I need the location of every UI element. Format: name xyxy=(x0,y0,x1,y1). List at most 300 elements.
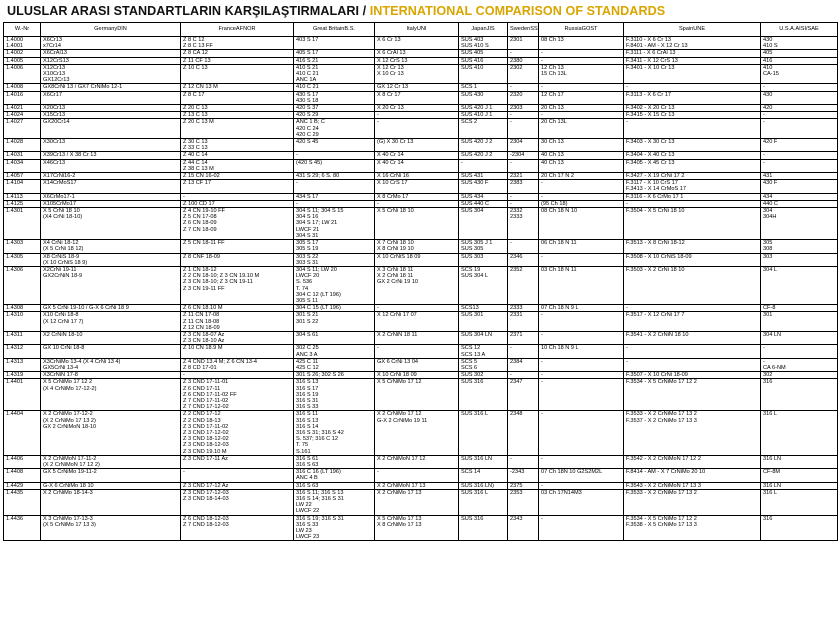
cell-line: X105CrMo17 xyxy=(43,200,76,207)
table-cell xyxy=(539,253,624,266)
cell-line: 1.4027 xyxy=(6,119,24,126)
table-cell xyxy=(761,173,838,180)
column-header xyxy=(41,23,181,37)
table-row xyxy=(4,105,838,112)
cell-line: 08 Ch 18 N 10 xyxy=(541,208,578,215)
table-cell xyxy=(181,455,294,468)
table-cell xyxy=(4,91,41,104)
table-cell xyxy=(375,372,459,379)
cell-line: 2352 xyxy=(510,266,523,273)
cell-line: X46Cr13 xyxy=(43,159,66,166)
cell-line: Z 7 CND 17-11-02 xyxy=(183,397,229,404)
cell-line: 1.4306 xyxy=(6,266,24,273)
cell-line: Z 2 CND 17-12 xyxy=(183,411,221,418)
cell-line: 316 S 19; 316 S 31 xyxy=(296,515,344,522)
cell-line: Z 30 C 13 xyxy=(183,139,208,146)
cell-line: F.3503 - X 2 CrNi 18 10 xyxy=(626,266,685,273)
cell-line: 1.4024 xyxy=(6,112,24,119)
cell-line: X6Cr13 xyxy=(43,37,62,43)
table-row xyxy=(4,152,838,159)
cell-line: SUS 405 xyxy=(461,50,484,57)
table-cell xyxy=(181,372,294,379)
cell-line: Z 3 CND 17-11-02 xyxy=(183,423,229,430)
table-cell xyxy=(41,112,181,119)
cell-line: SUS 420 J 2 xyxy=(461,152,493,159)
cell-line: X14CrMoS17 xyxy=(43,180,77,187)
table-cell xyxy=(459,253,508,266)
table-cell xyxy=(4,469,41,482)
table-row xyxy=(4,57,838,64)
cell-line: GX 2 CrNi 19 10 xyxy=(377,279,419,286)
cell-line: 1.4319 xyxy=(6,372,24,379)
cell-line: SUS 430 F xyxy=(461,180,489,187)
table-cell xyxy=(4,312,41,332)
cell-line: 304 S 17; LW 21 xyxy=(296,220,338,227)
table-cell xyxy=(181,37,294,50)
cell-line: - xyxy=(510,50,512,57)
cell-line: 316 xyxy=(763,379,773,386)
cell-line: - xyxy=(183,193,185,200)
cell-line: Z 6 CN 18-09 xyxy=(183,220,217,227)
table-cell xyxy=(181,312,294,332)
table-cell xyxy=(624,208,761,240)
cell-line: F.3401 - X 10 Cr 13 xyxy=(626,64,675,71)
header-std: AISI/SAE xyxy=(795,26,819,33)
cell-line: 07 Ch 18N 10 G2S2M2L xyxy=(541,469,603,476)
table-cell xyxy=(294,180,375,193)
cell-line: X 2 CrNiMoN 17 13 xyxy=(377,482,426,489)
table-cell xyxy=(459,152,508,159)
cell-line: F.8401 - AM - X 12 Cr 13 xyxy=(626,43,688,50)
table-cell xyxy=(294,358,375,371)
table-cell xyxy=(624,455,761,468)
cell-line: Z 3 CN 18-10; Z 3 CN 19-11 xyxy=(183,279,253,286)
table-cell xyxy=(761,379,838,411)
cell-line: X 10 CrNiS 18 09 xyxy=(377,253,421,260)
table-row xyxy=(4,37,838,50)
cell-line: - xyxy=(296,200,298,207)
cell-line: 304 S 16 xyxy=(296,214,319,221)
cell-line: X2 CrNiN 18-10 xyxy=(43,331,83,338)
table-cell xyxy=(41,139,181,152)
table-cell xyxy=(459,372,508,379)
table-cell xyxy=(624,482,761,489)
column-header xyxy=(294,23,375,37)
table-cell xyxy=(624,358,761,371)
cell-line: - xyxy=(510,159,512,166)
cell-line: X30Cr13 xyxy=(43,139,66,146)
cell-line: 1.4006 xyxy=(6,64,24,71)
cell-line: 420 S 37 xyxy=(296,105,319,112)
table-cell xyxy=(459,119,508,139)
table-cell xyxy=(624,50,761,57)
header-country: Spain xyxy=(678,26,694,33)
table-cell xyxy=(4,358,41,371)
cell-line: 03 Ch 18 N 11 xyxy=(541,266,577,273)
cell-line: 2304 xyxy=(510,139,523,146)
table-cell xyxy=(761,91,838,104)
table-cell xyxy=(539,482,624,489)
cell-line: - xyxy=(510,84,512,91)
cell-line: 2303 xyxy=(510,105,523,112)
table-cell xyxy=(539,159,624,172)
cell-line: Z 12 CN 18-09 xyxy=(183,324,220,331)
cell-line: 316 S 19 xyxy=(296,391,319,398)
table-cell xyxy=(459,193,508,200)
cell-line: SUS 304 LN xyxy=(461,331,493,338)
cell-line: - xyxy=(510,345,512,352)
cell-line: - xyxy=(541,358,543,365)
table-cell xyxy=(459,180,508,193)
cell-line: 1.4404 xyxy=(6,411,24,418)
table-cell xyxy=(459,240,508,253)
table-cell xyxy=(761,159,838,172)
cell-line: CF-8 xyxy=(763,305,776,312)
table-cell xyxy=(294,266,375,304)
cell-line: Z 3 CND 17-12 Az xyxy=(183,482,229,489)
cell-line: SUS 316 L xyxy=(461,489,489,496)
cell-line: 316 S 13 xyxy=(296,379,319,386)
cell-line: (X 5 CrNiMo 17 13 3) xyxy=(43,521,96,528)
cell-line: - xyxy=(541,312,543,319)
cell-line: 430 xyxy=(763,37,773,43)
table-cell xyxy=(181,50,294,57)
cell-line: 2347 xyxy=(510,379,523,386)
cell-line: 1.4028 xyxy=(6,139,24,146)
table-cell xyxy=(181,91,294,104)
cell-line: (X 2 CrNiMoN 17 12 2) xyxy=(43,462,100,468)
table-cell xyxy=(4,372,41,379)
cell-line: SUS 301 xyxy=(461,312,484,319)
cell-line: 304 S 61 xyxy=(296,331,319,338)
cell-line: F.3541 - X 2 CrNiN 18 10 xyxy=(626,331,689,338)
cell-line: 301 xyxy=(763,312,773,319)
table-cell xyxy=(4,57,41,64)
cell-line: X 5 CrNiMo 17 12 xyxy=(377,379,422,386)
cell-line: 304 xyxy=(763,208,773,215)
cell-line: X3CrNiN 17-8 xyxy=(43,372,78,379)
table-cell xyxy=(375,489,459,515)
cell-line: S. 537; 316 C 12 xyxy=(296,436,338,443)
table-cell xyxy=(4,64,41,84)
cell-line: 2383 xyxy=(510,180,523,187)
table-cell xyxy=(4,379,41,411)
column-header xyxy=(4,23,41,37)
cell-line: F.8414 - AM - X 7 CrNiMo 20 10 xyxy=(626,469,706,476)
cell-line: Z 3 CND 18-14-03 xyxy=(183,496,229,503)
table-cell xyxy=(181,112,294,119)
table-cell xyxy=(4,266,41,304)
cell-line: 316 S 17 xyxy=(296,385,319,392)
cell-line: 2371 xyxy=(510,331,523,338)
cell-line: 303 S 22 xyxy=(296,253,319,260)
header-std: UNE xyxy=(693,26,706,33)
cell-line: 20 Ch 13L xyxy=(541,119,567,126)
cell-line: Z 6 CN 18.10 M xyxy=(183,305,223,312)
cell-line: Z 20 C 13 xyxy=(183,105,208,112)
table-cell xyxy=(294,469,375,482)
cell-line: 15 Ch 13L xyxy=(541,71,567,78)
cell-line: 440 C xyxy=(763,200,778,207)
table-cell xyxy=(181,193,294,200)
table-cell xyxy=(375,139,459,152)
cell-line: F.3116 - X 6 CrMo 17 1 xyxy=(626,193,684,200)
cell-line: 316 L xyxy=(763,489,777,496)
table-cell xyxy=(294,193,375,200)
table-cell xyxy=(294,64,375,84)
cell-line: Z 3 CND 17-12-02 xyxy=(183,429,229,436)
cell-line: 40 Ch 13 xyxy=(541,152,564,159)
cell-line: - xyxy=(763,358,765,365)
table-cell xyxy=(459,64,508,84)
cell-line: F.3110 - X 6 Cr 13 xyxy=(626,37,671,43)
cell-line: 410 S xyxy=(763,43,778,50)
cell-line: - xyxy=(377,200,379,207)
table-cell xyxy=(294,37,375,50)
cell-line: Z 6 CND 18-12-03 xyxy=(183,515,229,522)
cell-line: GX12Cr13 xyxy=(43,77,70,84)
table-cell xyxy=(624,159,761,172)
cell-line: 431 S 29; 6 S. 80 xyxy=(296,173,340,180)
table-cell xyxy=(294,91,375,104)
cell-line: Z 12 CN 13 M xyxy=(183,84,218,91)
table-cell xyxy=(4,84,41,91)
table-cell xyxy=(181,208,294,240)
table-cell xyxy=(294,159,375,172)
header-std: DIN xyxy=(117,26,127,33)
table-cell xyxy=(375,331,459,344)
cell-line: - xyxy=(296,180,298,187)
table-cell xyxy=(624,240,761,253)
cell-line: X 20 Cr 13 xyxy=(377,105,404,112)
cell-line: Z 2 CN 18-10; Z 3 CN 19.10 M xyxy=(183,273,260,280)
cell-line: 316 S 13 xyxy=(296,417,319,424)
table-cell xyxy=(375,180,459,193)
table-cell xyxy=(294,57,375,64)
cell-line: SUS 420 J 2 xyxy=(461,139,493,146)
table-cell xyxy=(4,482,41,489)
table-cell xyxy=(624,331,761,344)
cell-line: 1.4002 xyxy=(6,50,24,57)
cell-line: F.3533 - X 2 CrNiMo 17 13 2 xyxy=(626,489,697,496)
table-cell xyxy=(4,159,41,172)
table-cell xyxy=(761,240,838,253)
table-cell xyxy=(294,105,375,112)
cell-line: 304 L xyxy=(763,266,777,273)
table-row xyxy=(4,358,838,371)
table-cell xyxy=(41,105,181,112)
table-cell xyxy=(41,57,181,64)
table-row xyxy=(4,482,838,489)
cell-line: SCS13 xyxy=(461,305,479,312)
table-cell xyxy=(41,489,181,515)
table-cell xyxy=(181,379,294,411)
cell-line: F.3533 - X 2 CrNiMo 17 13 2 xyxy=(626,411,697,418)
table-row xyxy=(4,180,838,193)
cell-line: X 8 CrNiMo 17 13 xyxy=(377,521,422,528)
table-cell xyxy=(4,139,41,152)
table-cell xyxy=(508,84,539,91)
table-cell xyxy=(539,331,624,344)
cell-line: - xyxy=(763,119,765,126)
cell-line: F.3534 - X 5 CrNiMo 17 12 2 xyxy=(626,379,697,386)
title-turkish: ULUSLAR ARASI STANDARTLARIN KARŞILAŞTIRMALARI / xyxy=(7,4,367,18)
table-cell xyxy=(294,331,375,344)
table-row xyxy=(4,240,838,253)
cell-line: 434 S 17 xyxy=(296,193,319,200)
cell-line: SUS 416 xyxy=(461,57,484,64)
cell-line: X 5 CrNi 18 10 xyxy=(43,208,80,215)
table-cell xyxy=(181,489,294,515)
table-row xyxy=(4,312,838,332)
table-cell xyxy=(41,91,181,104)
table-cell xyxy=(41,193,181,200)
cell-line: 2384 xyxy=(510,358,523,365)
table-row xyxy=(4,345,838,358)
cell-line: - xyxy=(626,358,628,365)
table-cell xyxy=(539,379,624,411)
table-cell xyxy=(624,119,761,139)
table-cell xyxy=(624,305,761,312)
cell-line: - xyxy=(183,469,185,476)
table-cell xyxy=(459,469,508,482)
cell-line: 06 Ch 18 N 11 xyxy=(541,240,577,247)
cell-line: SUS 403 xyxy=(461,37,484,43)
cell-line: GX2CrNiN 18-9 xyxy=(43,273,83,280)
table-cell xyxy=(761,119,838,139)
cell-line: (X 4 CrNiMo 17-12-2) xyxy=(43,385,97,392)
table-cell xyxy=(41,64,181,84)
table-cell xyxy=(375,50,459,57)
table-cell xyxy=(375,193,459,200)
table-cell xyxy=(624,200,761,207)
cell-line: SUS 302 xyxy=(461,372,484,379)
table-cell xyxy=(375,411,459,455)
table-cell xyxy=(41,345,181,358)
table-cell xyxy=(4,152,41,159)
table-cell xyxy=(539,193,624,200)
table-cell xyxy=(459,57,508,64)
column-header xyxy=(539,23,624,37)
column-header xyxy=(459,23,508,37)
table-cell xyxy=(508,253,539,266)
table-cell xyxy=(624,37,761,50)
table-row xyxy=(4,469,838,482)
table-cell xyxy=(459,345,508,358)
table-cell xyxy=(508,37,539,50)
table-cell xyxy=(539,180,624,193)
cell-line: 305 S 19 xyxy=(296,246,319,253)
table-cell xyxy=(41,379,181,411)
table-cell xyxy=(539,173,624,180)
cell-line: 410 C 21 xyxy=(296,84,319,91)
table-cell xyxy=(508,152,539,159)
table-cell xyxy=(4,180,41,193)
table-cell xyxy=(508,515,539,541)
cell-line: 316 S 31; 316 S 42 xyxy=(296,429,344,436)
cell-line: X 5 CrNiMo 17 12 2 xyxy=(43,379,93,386)
cell-line: 1.4001 xyxy=(6,43,24,50)
table-cell xyxy=(294,50,375,57)
cell-line: - xyxy=(541,50,543,57)
table-row xyxy=(4,139,838,152)
cell-line: Z 38 C 13 M xyxy=(183,165,214,172)
column-header xyxy=(181,23,294,37)
table-cell xyxy=(761,180,838,193)
table-cell xyxy=(761,515,838,541)
cell-line: 1.4031 xyxy=(6,152,24,159)
cell-line: 1.4436 xyxy=(6,515,24,522)
cell-line: X 16 CrNi 16 xyxy=(377,173,410,180)
cell-line: LWCF 23 xyxy=(296,534,320,541)
cell-line: X20Cr13 xyxy=(43,105,66,112)
cell-line: 410 C 21 xyxy=(296,71,319,78)
table-cell xyxy=(4,37,41,50)
cell-line: Z 10 C 13 xyxy=(183,64,208,71)
table-cell xyxy=(294,455,375,468)
table-cell xyxy=(539,105,624,112)
cell-line: X 12 Cr 13 xyxy=(377,64,404,71)
table-cell xyxy=(508,159,539,172)
table-cell xyxy=(459,173,508,180)
cell-line: 304 S 11; LW 20 xyxy=(296,266,337,273)
cell-line: X 10 CrNi 18 09 xyxy=(377,372,417,379)
table-row xyxy=(4,372,838,379)
cell-line: F.3542 - X 2 CrNiMoN 17 12 2 xyxy=(626,455,701,462)
table-cell xyxy=(294,489,375,515)
table-cell xyxy=(761,200,838,207)
cell-line: 10 Ch 18 N 9 L xyxy=(541,345,579,352)
cell-line: SCS 19 xyxy=(461,266,481,273)
cell-line: S. 536 xyxy=(296,279,313,286)
cell-line: Z 2 CND 18-13 xyxy=(183,417,221,424)
table-cell xyxy=(375,112,459,119)
cell-line: 301 S 22 xyxy=(296,318,319,325)
cell-line: 316 S 11 xyxy=(296,411,318,418)
cell-line: 430 F xyxy=(763,180,778,187)
table-cell xyxy=(181,345,294,358)
table-cell xyxy=(624,112,761,119)
cell-line: - xyxy=(763,159,765,166)
table-cell xyxy=(41,119,181,139)
table-cell xyxy=(181,358,294,371)
cell-line: ANC 4 B xyxy=(296,475,318,482)
header-std: B.S. xyxy=(344,26,355,33)
cell-line: GX 12 Cr 13 xyxy=(377,84,409,91)
cell-line: - xyxy=(377,305,379,312)
table-cell xyxy=(375,345,459,358)
table-cell xyxy=(4,411,41,455)
table-cell xyxy=(761,345,838,358)
table-cell xyxy=(4,208,41,240)
table-cell xyxy=(539,50,624,57)
table-cell xyxy=(4,489,41,515)
cell-line: ANC 1 B; C xyxy=(296,119,325,126)
cell-line: Z 11 CN 17-08 xyxy=(183,312,220,319)
table-cell xyxy=(508,358,539,371)
cell-line: 1.4305 xyxy=(6,253,24,260)
cell-line: 420 F xyxy=(763,139,778,146)
table-cell xyxy=(375,159,459,172)
table-cell xyxy=(375,240,459,253)
cell-line: X 40 Cr 14 xyxy=(377,152,404,159)
table-cell xyxy=(508,455,539,468)
table-row xyxy=(4,305,838,312)
table-cell xyxy=(624,139,761,152)
table-cell xyxy=(539,200,624,207)
cell-line: Z 8 C 12 xyxy=(183,37,205,43)
table-cell xyxy=(41,358,181,371)
